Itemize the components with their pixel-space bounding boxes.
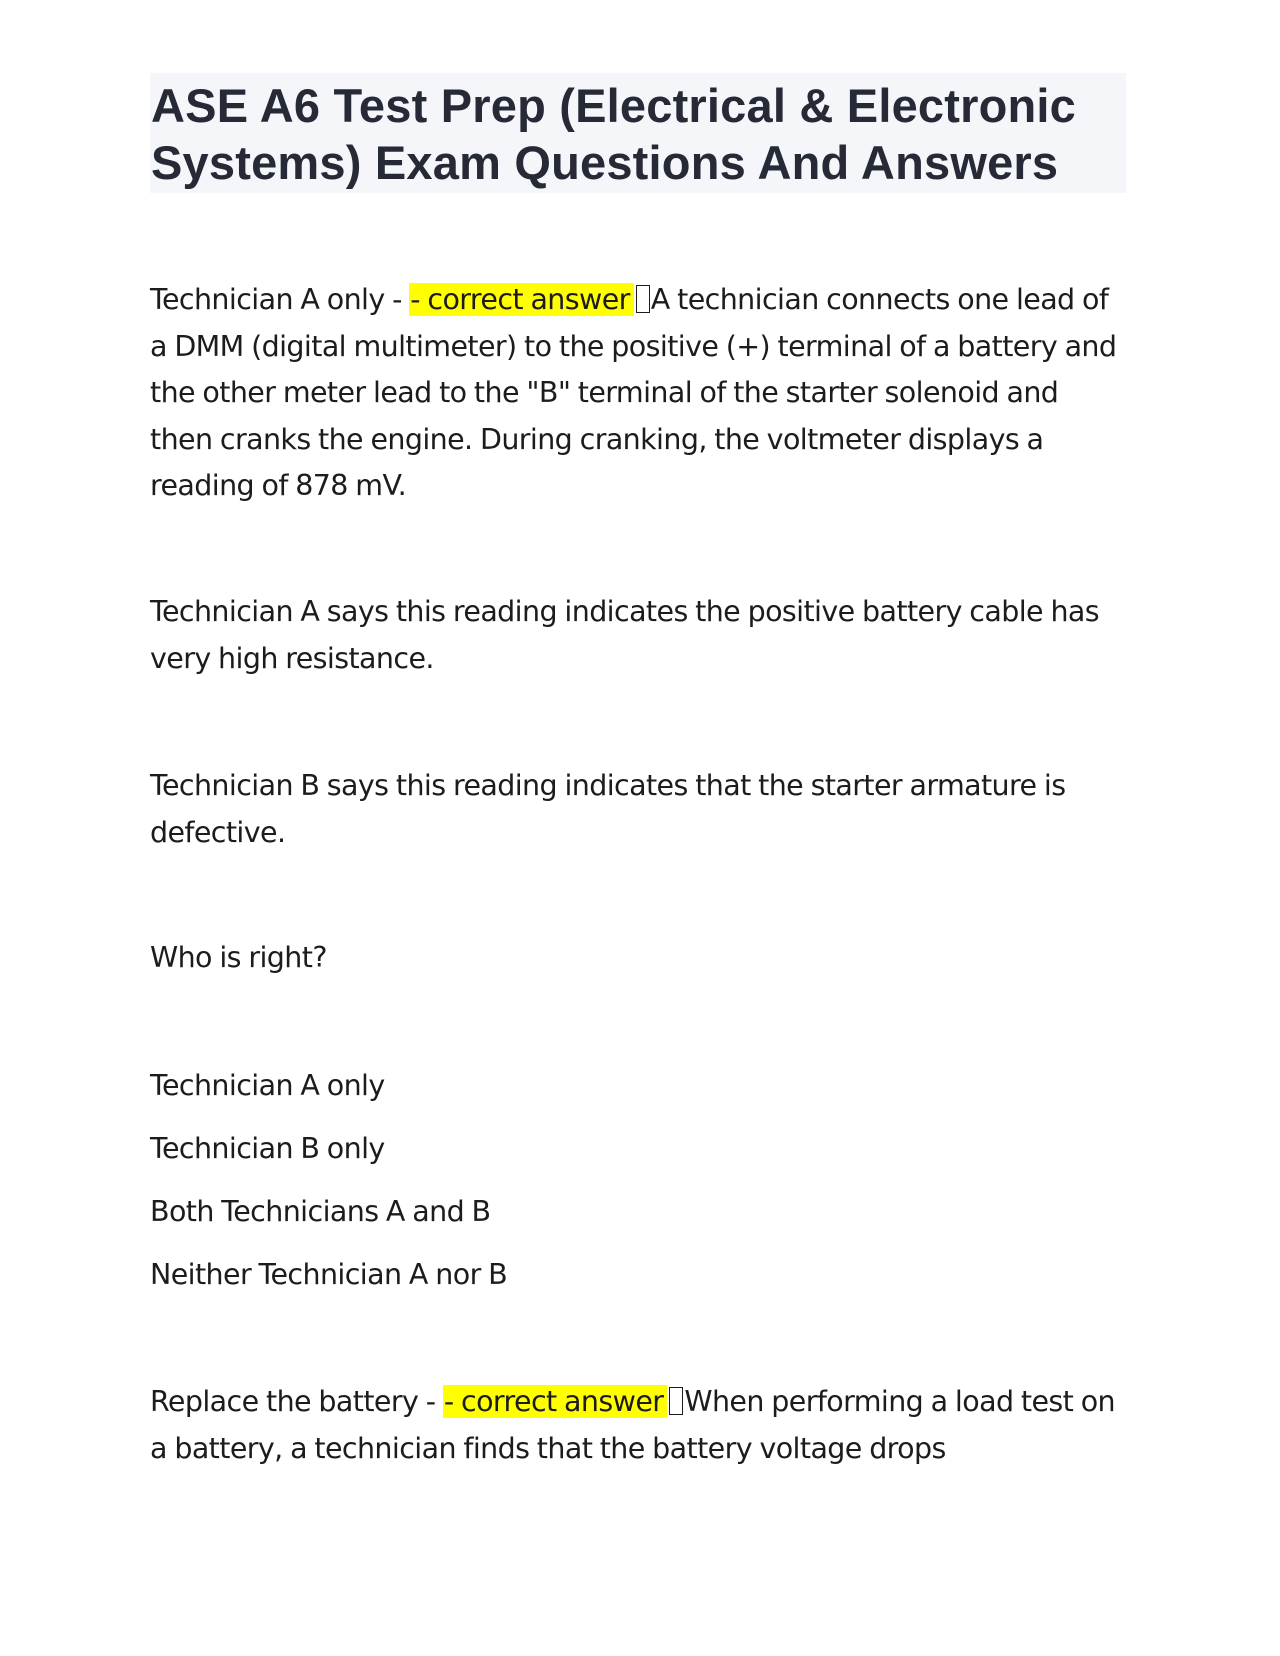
answer-option: Both Technicians A and B	[150, 1195, 491, 1228]
answer-option: Technician A only	[150, 1069, 385, 1102]
missing-glyph-icon	[669, 1387, 683, 1415]
technician-b-statement: Technician B says this reading indicates that the starter armature is defective.	[150, 769, 1066, 849]
title-banner	[150, 73, 1126, 193]
technician-a-statement: Technician A says this reading indicates the positive battery cable has very high resistance.	[150, 595, 1100, 675]
correct-answer-highlight: - correct answer	[409, 283, 634, 316]
answer-option: Technician B only	[150, 1132, 385, 1165]
question-1-answer: Technician A only -	[150, 283, 402, 316]
missing-glyph-icon	[636, 285, 650, 313]
question-2-paragraph	[150, 1379, 1126, 1472]
correct-answer-highlight: - correct answer	[443, 1385, 668, 1418]
question-2-answer: Replace the battery -	[150, 1385, 436, 1418]
question-1-paragraph	[150, 277, 1126, 510]
question-2-text: When performing a load test on a battery, a technician finds that the battery voltage drops	[150, 1385, 1115, 1465]
document-title: ASE A6 Test Prep (Electrical & Electronic Systems) Exam Questions And Answers	[151, 79, 1077, 189]
answer-option: Neither Technician A nor B	[150, 1258, 508, 1291]
question-prompt: Who is right?	[150, 941, 327, 974]
answer-options-list	[150, 1063, 507, 1315]
question-1-text: A technician connects one lead of a DMM (digital multimeter) to the positive (+) terminal of a battery and the other meter lead to the "B" terminal of the starter solenoid and then cranks the engine. During cranking, the voltmeter displays a reading of 878 mV.	[150, 283, 1117, 502]
document-page	[150, 73, 1126, 1465]
